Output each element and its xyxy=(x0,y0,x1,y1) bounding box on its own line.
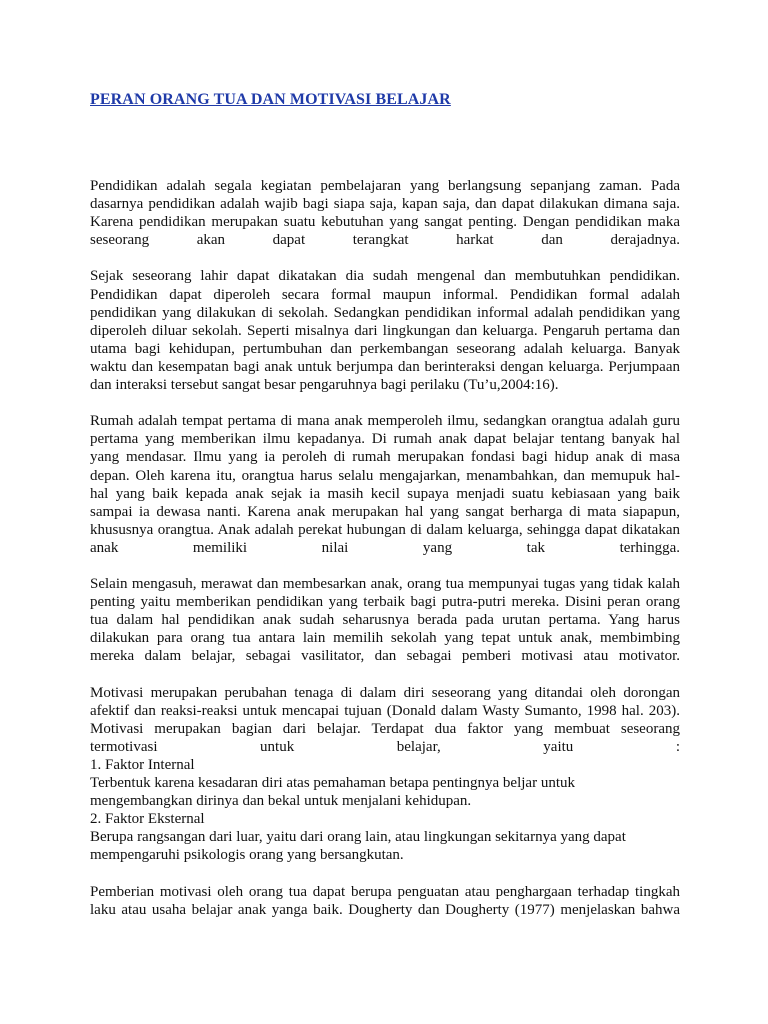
text-line: tua dalam hal pendidikan anak sudah seharusnya berada pada urutan pertama. Yang harus xyxy=(90,612,680,629)
paragraph-4 xyxy=(90,575,680,665)
text-line: Rumah adalah tempat pertama di mana anak memperoleh ilmu, sedangkan orangtua adalah guru xyxy=(90,413,680,430)
text-line: afektif dan reaksi-reaksi untuk mencapai tujuan (Donald dalam Wasty Sumanto, 1998 hal. 203). xyxy=(90,702,680,719)
text-line: Motivasi merupakan perubahan tenaga di dalam diri seseorang yang ditandai oleh dorongan xyxy=(90,684,680,701)
text-line: waktu dan kesempatan bagi anak untuk berjumpa dan berinteraksi dengan keluarga. Perjumpaan xyxy=(90,358,680,375)
text-line: yang mendasar. Ilmu yang ia peroleh di rumah merupakan fondasi bagi hidup anak di masa xyxy=(90,449,680,466)
document-title: PERAN ORANG TUA DAN MOTIVASI BELAJAR xyxy=(90,91,451,108)
paragraph-6 xyxy=(90,883,680,919)
paragraph-2 xyxy=(90,267,680,394)
paragraph-1 xyxy=(90,177,680,249)
document-body xyxy=(90,177,680,919)
text-line: utama bagi kehidupan, pertumbuhan dan perkembangan seseorang adalah keluarga. Banyak xyxy=(90,340,680,357)
text-line: diperoleh diluar sekolah. Seperti misalnya dari lingkungan dan keluarga. Pengaruh pertama dan xyxy=(90,322,680,339)
text-line: hal yang baik kepada anak sejak ia masih kecil supaya menjadi suatu kebiasaan yang baik xyxy=(90,485,680,502)
text-line: depan. Oleh karena itu, orangtua harus selalu mengajarkan, menambahkan, dan memupuk hal- xyxy=(90,467,680,484)
text-line: Motivasi merupakan bagian dari belajar. Terdapat dua faktor yang membuat seseorang xyxy=(90,720,680,737)
text-line: dan interaksi tersebut sangat besar pengaruhnya bagi perilaku (Tu’u,2004:16). xyxy=(90,377,559,394)
text-line: sampai ia dewasa nanti. Karena anak merupakan hal yang sangat berharga di mata siapapun, xyxy=(90,503,680,520)
text-line: termotivasi untuk belajar, yaitu : xyxy=(90,738,680,755)
list-item: mengembangkan dirinya dan bekal untuk menjalani kehidupan. xyxy=(90,793,472,810)
text-line: seseorang akan dapat terangkat harkat dan derajadnya. xyxy=(90,232,680,249)
text-line: penting yaitu memberikan pendidikan yang terbaik bagi putra-putri mereka. Disini peran orang xyxy=(90,594,680,611)
paragraph-3 xyxy=(90,412,680,557)
list-item: 1. Faktor Internal xyxy=(90,757,195,773)
list-item: mempengaruhi psikologis orang yang bersangkutan. xyxy=(90,847,404,864)
text-line: Pemberian motivasi oleh orang tua dapat berupa penguatan atau penghargaan terhadap tingkah xyxy=(90,883,680,900)
text-line: Sejak seseorang lahir dapat dikatakan dia sudah mengenal dan membutuhkan pendidikan. xyxy=(90,268,680,285)
text-line: anak memiliki nilai yang tak terhingga. xyxy=(90,539,680,556)
text-line: Pendidikan adalah segala kegiatan pembelajaran yang berlangsung sepanjang zaman. Pada xyxy=(90,178,680,194)
list-item: Terbentuk karena kesadaran diri atas pemahaman betapa pentingnya beljar untuk xyxy=(90,775,575,792)
list-item: 2. Faktor Eksternal xyxy=(90,811,205,828)
text-line: dasarnya pendidikan adalah wajib bagi siapa saja, kapan saja, dan dapat dilakukan dimana saja. xyxy=(90,196,680,213)
text-line: pertama yang memberikan ilmu kepadanya. Di rumah anak dapat belajar tentang banyak hal xyxy=(90,431,680,448)
text-line: pendidikan yang dilakukan di sekolah. Sedangkan pendidikan informal adalah pendidikan yang xyxy=(90,304,680,321)
text-line: laku atau usaha belajar anak yanga baik. Dougherty dan Dougherty (1977) menjelaskan bahwa xyxy=(90,901,680,918)
text-line: mereka dalam belajar, sebagai vasilitator, dan sebagai pemberi motivasi atau motivator. xyxy=(90,648,680,665)
list-item: Berupa rangsangan dari luar, yaitu dari orang lain, atau lingkungan sekitarnya yang dapat xyxy=(90,829,626,846)
text-line: dilakukan para orang tua antara lain memilih sekolah yang tepat untuk anak, membimbing xyxy=(90,630,680,647)
text-line: khususnya orangtua. Anak adalah perekat hubungan di dalam keluarga, sehingga dapat dikatakan xyxy=(90,521,680,538)
text-line: Pendidikan dapat diperoleh secara formal maupun informal. Pendidikan formal adalah xyxy=(90,286,680,303)
text-line: Karena pendidikan merupakan suatu kebutuhan yang sangat penting. Dengan pendidikan maka xyxy=(90,214,680,231)
text-line: Selain mengasuh, merawat dan membesarkan anak, orang tua mempunyai tugas yang tidak kalah xyxy=(90,576,680,593)
paragraph-5 xyxy=(90,684,680,865)
